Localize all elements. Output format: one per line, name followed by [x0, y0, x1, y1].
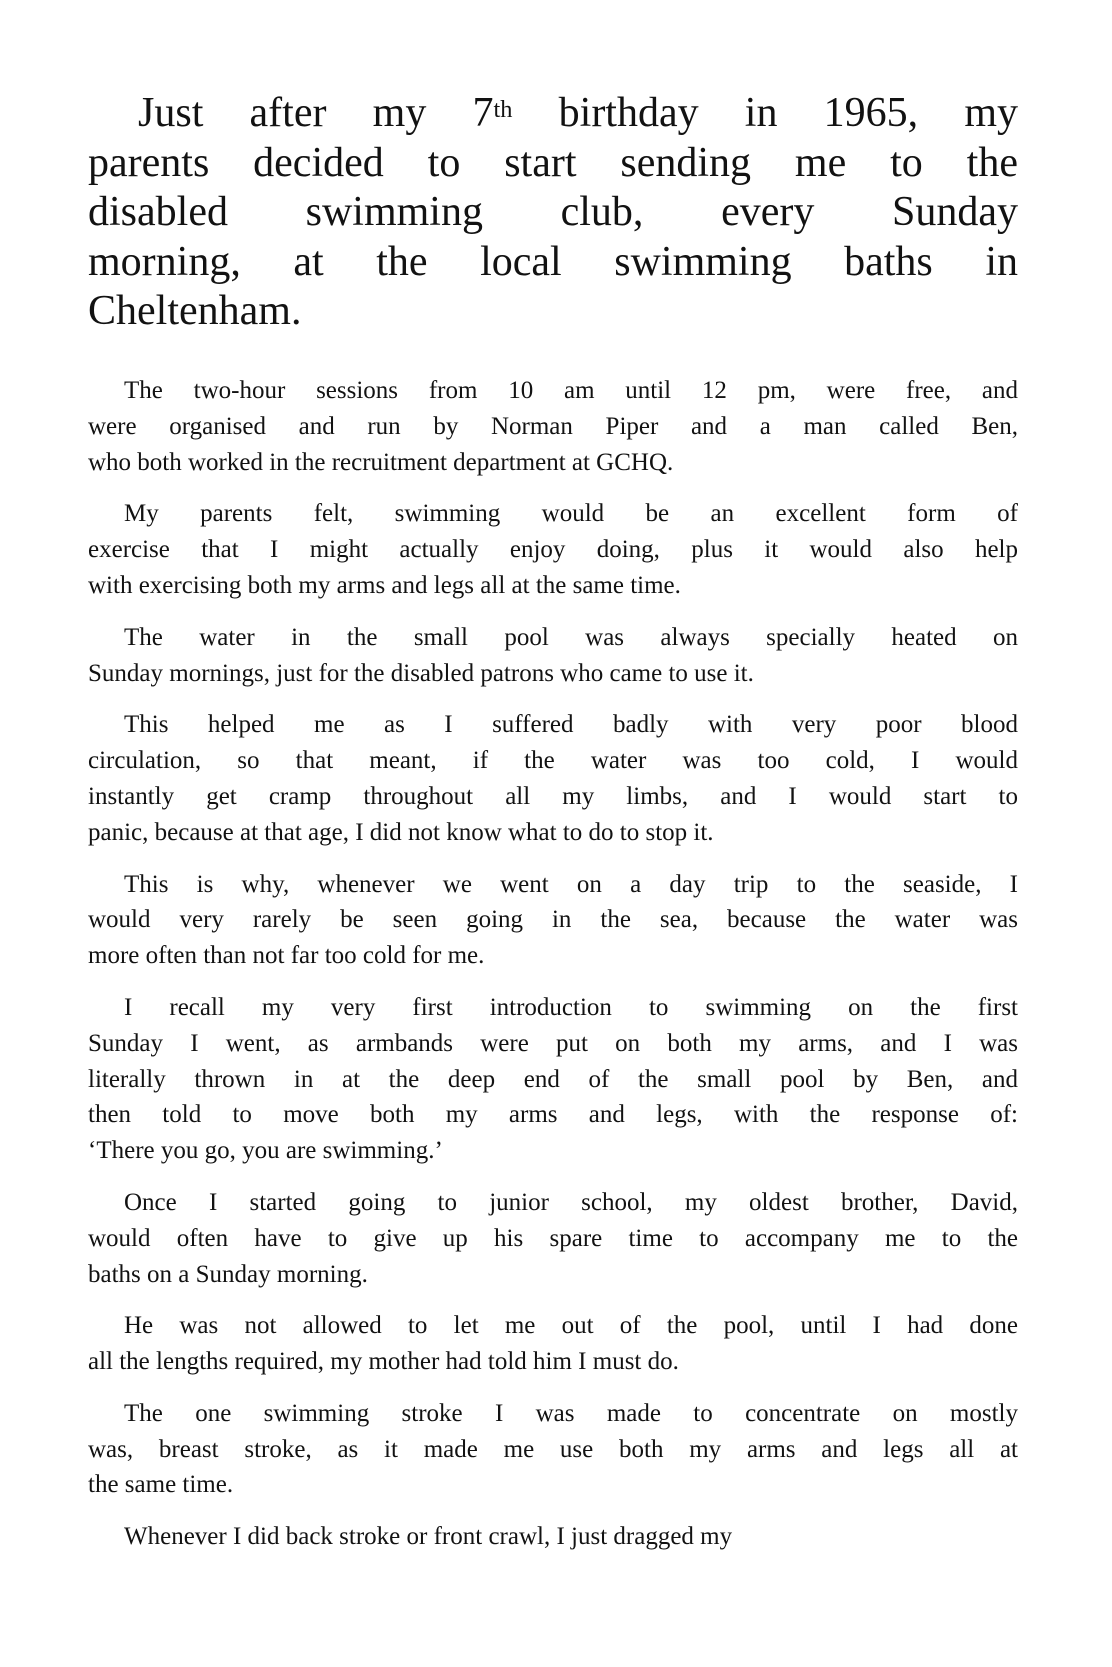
lead-line: parents decided to start sending me to the [88, 139, 1018, 186]
text-line: He was not allowed to let me out of the pool, until I had done [124, 1312, 1018, 1340]
text-line: Once I started going to junior school, my oldest brother, David, [124, 1188, 1018, 1216]
text-line: who both worked in the recruitment department at GCHQ. [88, 448, 674, 476]
text-line: Sunday mornings, just for the disabled patrons who came to use it. [88, 659, 754, 687]
paragraph [88, 1396, 1018, 1503]
paragraph [88, 707, 1018, 850]
text-line: This helped me as I suffered badly with very poor blood [124, 711, 1018, 739]
paragraph [88, 990, 1018, 1169]
text-line: instantly get cramp throughout all my limbs, and I would start to [88, 782, 1018, 810]
paragraph [88, 867, 1018, 974]
text-line: circulation, so that meant, if the water was too cold, I would [88, 747, 1018, 775]
text-line: Sunday I went, as armbands were put on both my arms, and I was [88, 1029, 1018, 1057]
text-line: the same time. [88, 1471, 234, 1499]
lead-line [88, 89, 1018, 139]
text-line: exercise that I might actually enjoy doing, plus it would also help [88, 536, 1018, 564]
lead-paragraph [88, 89, 1018, 337]
text-line: ‘There you go, you are swimming.’ [88, 1137, 443, 1165]
text-line: then told to move both my arms and legs, with the response of: [88, 1101, 1018, 1129]
lead-line-post: birthday in 1965, my [512, 90, 1019, 136]
text-line: The one swimming stroke I was made to concentrate on mostly [124, 1399, 1018, 1427]
text-line: panic, because at that age, I did not know what to do to stop it. [88, 818, 714, 846]
text-line: The two-hour sessions from 10 am until 12 pm, were free, and [124, 376, 1018, 404]
text-line: would very rarely be seen going in the sea, because the water was [88, 906, 1018, 934]
text-line: literally thrown in at the deep end of the small pool by Ben, and [88, 1065, 1018, 1093]
lead-line: disabled swimming club, every Sunday [88, 189, 1018, 236]
text-line: was, breast stroke, as it made me use both my arms and legs all at [88, 1435, 1018, 1463]
text-line: My parents felt, swimming would be an excellent form of [124, 500, 1018, 528]
ordinal-superscript: th [493, 95, 513, 123]
paragraph [88, 1185, 1018, 1292]
lead-line-pre: Just after my 7 [138, 90, 494, 136]
text-line: with exercising both my arms and legs all at the same time. [88, 571, 681, 599]
body-paragraphs [88, 373, 1018, 1555]
paragraph [88, 1519, 1018, 1555]
text-line: baths on a Sunday morning. [88, 1260, 368, 1288]
lead-line: Cheltenham. [88, 288, 302, 335]
paragraph [88, 1308, 1018, 1380]
text-line: more often than not far too cold for me. [88, 942, 485, 970]
text-line: Whenever I did back stroke or front crawl, I just dragged my [124, 1523, 733, 1551]
paragraph [88, 496, 1018, 603]
text-line: were organised and run by Norman Piper and a man called Ben, [88, 412, 1018, 440]
text-line: all the lengths required, my mother had told him I must do. [88, 1348, 679, 1376]
paragraph [88, 373, 1018, 480]
text-line: would often have to give up his spare time to accompany me to the [88, 1224, 1018, 1252]
paragraph [88, 620, 1018, 692]
text-line: I recall my very first introduction to swimming on the first [124, 993, 1018, 1021]
text-line: The water in the small pool was always specially heated on [124, 623, 1018, 651]
lead-line: morning, at the local swimming baths in [88, 238, 1018, 285]
text-line: This is why, whenever we went on a day trip to the seaside, I [124, 870, 1018, 898]
